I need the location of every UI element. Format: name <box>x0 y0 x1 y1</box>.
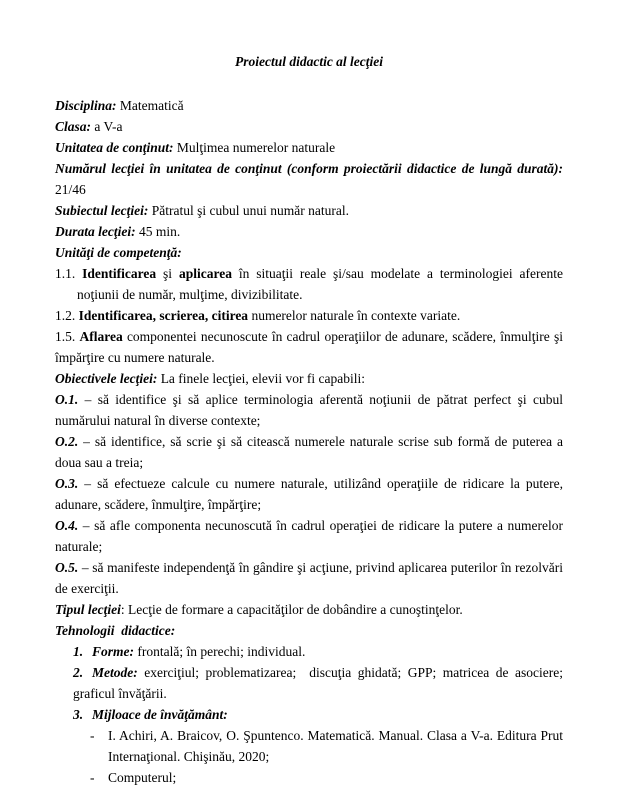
document-title: Proiectul didactic al lecţiei <box>234 54 384 69</box>
objective-o2 <box>55 431 563 473</box>
text-run: O.3. <box>55 476 79 491</box>
text-run: 1.2. <box>55 308 79 323</box>
text-run: : Lecţie de formare a capacităţilor de dobândire a cunoştinţelor. <box>120 602 463 617</box>
field-subiectul-lectiei <box>55 200 563 221</box>
text-run: Disciplina: <box>55 98 117 113</box>
field-disciplina <box>55 95 563 116</box>
objective-o4 <box>55 515 563 557</box>
text-run: Identificarea <box>82 266 157 281</box>
text-run: Computerul; <box>108 770 177 785</box>
objective-o1 <box>55 389 563 431</box>
objective-o5 <box>55 557 563 599</box>
text-run: O.5. <box>55 560 79 575</box>
text-run: Obiectivele lecţiei: <box>55 371 158 386</box>
text-run: La finele lecţiei, elevii vor fi capabili: <box>157 371 365 386</box>
text-run: 1.1. <box>55 266 83 281</box>
document-body <box>55 95 563 788</box>
text-run: componentei necunoscute în cadrul operaţiilor de adunare, scădere, înmulţire şi împărţire cu numere naturale. <box>55 329 563 365</box>
text-run: exerciţiul; problematizarea; discuţia ghidată; GPP; matricea de asociere; graficul învăţării. <box>73 665 563 701</box>
resource-manual <box>90 725 563 767</box>
text-run: Mulţimea numerelor naturale <box>173 140 336 155</box>
heading-unitati-de-competenta <box>55 242 563 263</box>
text-run: – să manifeste independenţă în gândire şi acţiune, privind aplicarea puterilor în rezolvări de exerciţii. <box>55 560 563 596</box>
text-run: – să identifice şi să aplice terminologia aferentă noţiunii de pătrat perfect şi cubul numărului natural în diverse contexte; <box>55 392 563 428</box>
text-run: Mijloace de învăţământ: <box>92 707 228 722</box>
objective-o3 <box>55 473 563 515</box>
text-run: Tipul lecţiei <box>55 602 121 617</box>
competence-1-1 <box>55 263 563 305</box>
text-run: frontală; în perechi; individual. <box>134 644 306 659</box>
tech-item-forme <box>73 641 563 662</box>
text-run: Tehnologii didactice: <box>55 623 176 638</box>
field-durata-lectiei <box>55 221 563 242</box>
competence-1-2 <box>55 305 563 326</box>
text-run: în situaţii reale şi/sau modelate a terminologiei aferente noţiunii de număr, mulţime, divizibilitate. <box>77 266 563 302</box>
text-run: – să afle componenta necunoscută în cadrul operaţiei de ridicare la putere a numerelor naturale; <box>55 518 563 554</box>
list-number: 1. <box>73 644 84 659</box>
text-run: 1.5. <box>55 329 80 344</box>
tech-item-metode <box>73 662 563 704</box>
text-run: Metode: <box>92 665 138 680</box>
text-run: I. Achiri, A. Braicov, O. Şpuntenco. Matematică. Manual. Clasa a V-a. Editura Prut Internaţional. Chişinău, 2020; <box>108 728 563 764</box>
text-run: Pătratul şi cubul unui număr natural. <box>148 203 349 218</box>
text-run: Unităţi de competenţă: <box>55 245 182 260</box>
text-run: O.1. <box>55 392 79 407</box>
text-run: O.4. <box>55 518 79 533</box>
heading-obiectivele-lectiei <box>55 368 563 389</box>
text-run: 21/46 <box>55 182 86 197</box>
text-run: – să efectueze calcule cu numere naturale, utilizând operaţiile de ridicare la putere, adunare, scădere, înmulţire, împărţire; <box>55 476 563 512</box>
field-clasa <box>55 116 563 137</box>
list-dash: - <box>90 770 95 785</box>
text-run: O.2. <box>55 434 79 449</box>
field-unitatea-de-continut <box>55 137 563 158</box>
text-run: numerelor naturale în contexte variate. <box>248 308 461 323</box>
text-run: – să identifice, să scrie şi să citească numerele naturale scrise sub formă de puterea a doua sau a treia; <box>55 434 563 470</box>
text-run: Numărul lecţiei în unitatea de conţinut (conform proiectării didactice de lungă durată): <box>55 161 563 176</box>
tech-item-mijloace <box>73 704 563 725</box>
text-run: 45 min. <box>135 224 181 239</box>
text-run: Clasa: <box>55 119 92 134</box>
resource-computer <box>90 767 563 788</box>
text-run: Unitatea de conţinut: <box>55 140 174 155</box>
competence-1-5 <box>55 326 563 368</box>
heading-tehnologii-didactice <box>55 620 563 641</box>
field-tipul-lectiei <box>55 599 563 620</box>
text-run: Forme: <box>92 644 134 659</box>
text-run: şi <box>156 266 179 281</box>
text-run: Durata lecţiei: <box>55 224 136 239</box>
text-run: aplicarea <box>178 266 232 281</box>
text-run: Identificarea, scrierea, citirea <box>78 308 249 323</box>
text-run: Subiectul lecţiei: <box>55 203 149 218</box>
field-numarul-lectiei <box>55 158 563 200</box>
list-dash: - <box>90 728 95 743</box>
text-run: Matematică <box>116 98 184 113</box>
text-run: a V-a <box>91 119 123 134</box>
list-number: 2. <box>73 665 84 680</box>
list-number: 3. <box>73 707 84 722</box>
text-run: Aflarea <box>79 329 123 344</box>
